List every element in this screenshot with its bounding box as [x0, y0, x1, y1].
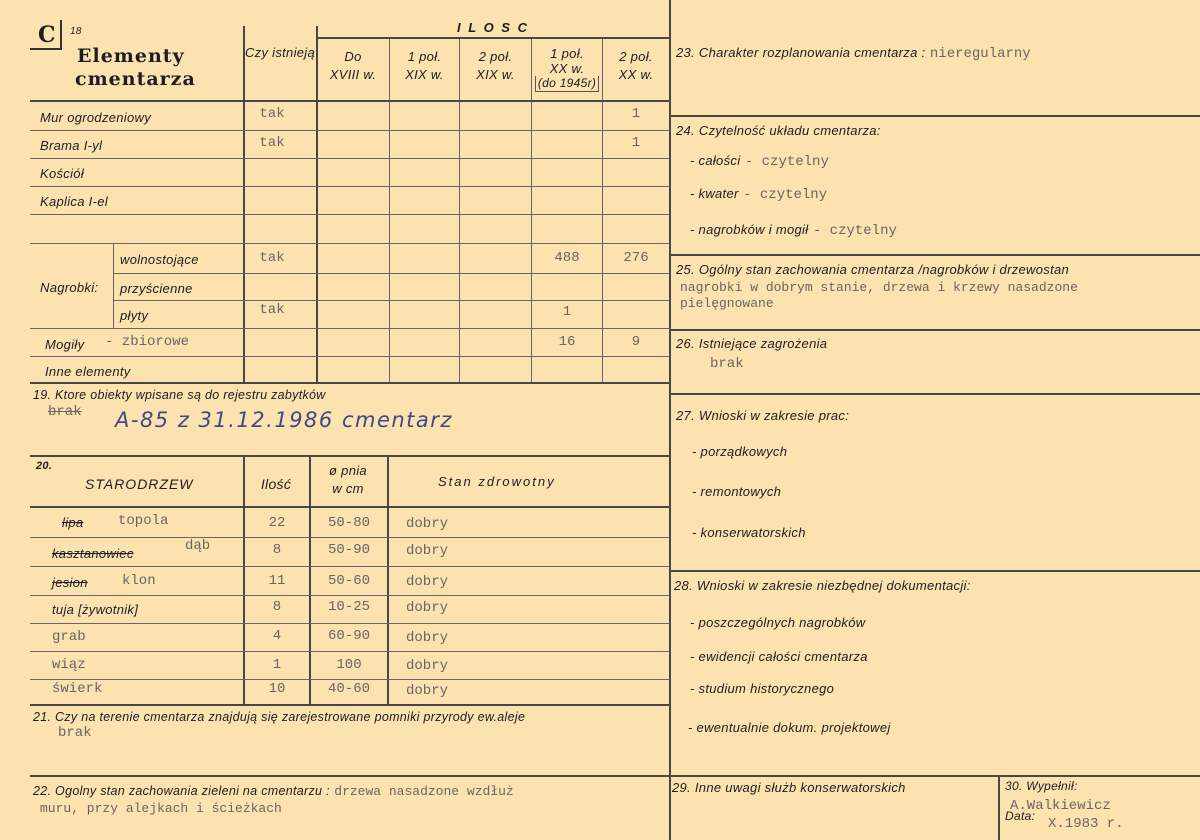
tree-count: 10 [268, 681, 286, 697]
row-line [30, 356, 670, 357]
row-label-mur: Mur ogrodzeniowy [40, 110, 152, 125]
tree-typed: dąb [185, 538, 211, 554]
tree-row [30, 571, 670, 597]
nagrobki-row-label: płyty [120, 308, 149, 323]
count-value: 1 [631, 135, 641, 151]
period-l2: XX w. [549, 61, 585, 76]
header-bottom-line [30, 100, 670, 102]
tree-row [30, 655, 670, 681]
s30-date: X.1983 r. [1048, 816, 1124, 832]
s19-label: 19. Ktore obiekty wpisane są do rejestru zabytków [33, 388, 326, 402]
period-l2: XIX w. [405, 67, 444, 82]
period-header-0 [317, 48, 389, 84]
s30-label: 30. Wypełnił: [1005, 779, 1078, 793]
inne-elementy-label: Inne elementy [45, 364, 131, 379]
card-letter-box [30, 20, 62, 50]
s25-label: 25. Ogólny stan zachowania cmentarza /nagrobków i drzewostan [676, 262, 1070, 277]
period-l2: XIX w. [476, 67, 515, 82]
tree-diam: 40-60 [327, 681, 370, 697]
s24-item-label: - całości [690, 153, 741, 168]
row-line [30, 214, 670, 215]
row-line [30, 158, 670, 159]
mogily-typed: - zbiorowe [105, 334, 190, 350]
period-l2: XX w. [618, 67, 654, 82]
period-l1: 2 poł. [478, 49, 513, 64]
s23 [676, 44, 1031, 62]
title-line-2: cmentarza [75, 68, 196, 90]
s28-item: - ewentualnie dokum. projektowej [688, 720, 891, 735]
tree-diam: 50-60 [327, 573, 370, 589]
row-line [30, 186, 670, 187]
s21-answer: brak [58, 725, 92, 741]
tree-count: 8 [272, 542, 282, 558]
count-value: 1 [631, 106, 641, 122]
s20-col-count: Ilość [260, 476, 292, 492]
s20-col-health: Stan zdrowotny [438, 474, 556, 489]
period-l3: (do 1945r) [535, 76, 599, 92]
tree-diam: 50-90 [327, 542, 370, 558]
s22-answer-2: muru, przy alejkach i ścieżkach [40, 801, 282, 816]
col-divider [602, 38, 603, 382]
tree-printed: lipa [62, 515, 84, 530]
tree-count: 8 [272, 599, 282, 615]
tree-health: dobry [406, 658, 449, 674]
mogily-label: Mogiły [45, 337, 85, 352]
s30-name: A.Walkiewicz [1010, 798, 1111, 814]
s24-item-label: - nagrobków i mogił [690, 222, 809, 237]
nagrobki-label: Nagrobki: [40, 280, 99, 295]
s20-col-species: STARODRZEW [85, 476, 194, 492]
period-l1: 1 poł. [550, 46, 584, 61]
period-l1: 2 poł. [619, 49, 653, 64]
tree-diam: 50-80 [327, 515, 370, 531]
tree-diam: 100 [336, 657, 362, 673]
col-divider [389, 38, 390, 382]
row-label-brama: Brama I-yl [40, 138, 103, 153]
tree-health: dobry [406, 630, 449, 646]
s24-item [690, 152, 829, 170]
count-value: 9 [631, 334, 641, 350]
count-value: 488 [554, 250, 580, 266]
period-header-1 [390, 48, 459, 84]
card-number: 18 [70, 26, 82, 37]
exists-value: tak [259, 106, 285, 122]
row-label-kaplica: Kaplica I-el [40, 194, 108, 209]
s26-answer: brak [710, 356, 744, 372]
s27-item: - konserwatorskich [692, 525, 806, 540]
s24-item-answer: - czytelny [743, 187, 828, 203]
tree-health: dobry [406, 516, 449, 532]
period-header-3 [532, 46, 602, 92]
s28-item: - ewidencji całości cmentarza [690, 649, 868, 664]
section-line [670, 570, 1200, 572]
tree-diam: 60-90 [327, 628, 370, 644]
tree-health: dobry [406, 683, 449, 699]
s20-col-diam [310, 462, 386, 498]
nagrobki-row-label: przyścienne [120, 281, 193, 296]
s22-label: 22. Ogolny stan zachowania zieleni na cmentarzu : [33, 784, 330, 798]
s27-item: - porządkowych [692, 444, 788, 459]
row-line [30, 243, 670, 244]
s27-label: 27. Wnioski w zakresie prac: [676, 408, 850, 423]
tree-typed: wiąz [52, 657, 86, 673]
row-line [113, 300, 670, 301]
tree-printed: kasztanowiec [52, 546, 134, 561]
s19-handwritten: A-85 z 31.12.1986 cmentarz [115, 408, 453, 432]
s22 [33, 782, 673, 800]
tree-diam: 10-25 [327, 599, 370, 615]
s25-answer-2: pielęgnowane [680, 296, 774, 311]
exists-value: tak [259, 302, 285, 318]
s21-label: 21. Czy na terenie cmentarza znajdują się zarejestrowane pomniki przyrody ew.aleje [33, 710, 526, 724]
row-line [30, 130, 670, 131]
s24-item-answer: - czytelny [744, 154, 829, 170]
tree-row [30, 627, 670, 653]
page-title [75, 45, 196, 91]
s28-label: 28. Wnioski w zakresie niezbędnej dokumentacji: [674, 578, 971, 593]
s30-date-label: Data: [1005, 809, 1036, 823]
s27-item: - remontowych [692, 484, 782, 499]
period-l1: 1 poł. [407, 49, 442, 64]
period-l2: XVIII w. [329, 67, 377, 82]
s24-item-label: - kwater [690, 186, 739, 201]
s23-answer: nieregularny [929, 46, 1031, 62]
col-divider [998, 775, 1000, 840]
period-l1: Do [344, 49, 362, 64]
tree-typed: topola [118, 513, 169, 529]
diam-l1: ø pnia [329, 463, 367, 478]
tree-typed: klon [122, 573, 156, 589]
section-line [670, 254, 1200, 256]
col-divider [459, 38, 460, 382]
tree-health: dobry [406, 543, 449, 559]
exists-value: tak [259, 135, 285, 151]
row-label-kosciol: Kościół [40, 166, 85, 181]
section-line [30, 775, 670, 777]
s24-item-answer: - czytelny [812, 223, 897, 239]
s23-label: 23. Charakter rozplanowania cmentarza : [676, 45, 926, 60]
tree-health: dobry [406, 600, 449, 616]
row-line [113, 273, 670, 274]
tree-count: 4 [272, 628, 282, 644]
title-line-1: Elementy [77, 45, 185, 67]
center-divider [669, 0, 671, 840]
tree-health: dobry [406, 574, 449, 590]
nagrobki-row-label: wolnostojące [120, 252, 199, 267]
tree-count: 11 [268, 573, 286, 589]
nagrobki-divider [113, 243, 114, 328]
s26-label: 26. Istniejące zagrożenia [676, 336, 828, 351]
tree-typed: grab [52, 629, 86, 645]
count-value: 276 [623, 250, 649, 266]
tree-printed: jesion [52, 575, 88, 590]
tree-row [30, 681, 670, 705]
count-value: 16 [558, 334, 576, 350]
section-line [670, 115, 1200, 117]
section-line [670, 329, 1200, 331]
tree-row [30, 538, 670, 567]
section-line [670, 775, 1200, 777]
card-letter: C [38, 22, 56, 48]
tree-typed: świerk [52, 681, 103, 697]
s28-item: - poszczególnych nagrobków [690, 615, 866, 630]
row-line [30, 506, 670, 508]
s22-answer-1: drzewa nasadzone wzdłuż [334, 784, 514, 799]
s29-label: 29. Inne uwagi służb konserwatorskich [672, 780, 906, 795]
section-line [670, 393, 1200, 395]
tree-row [30, 513, 670, 539]
count-value: 1 [562, 304, 572, 320]
diam-l2: w cm [332, 481, 364, 496]
s19-struck: brak [48, 404, 82, 420]
section-line [30, 455, 670, 457]
ilosc-header: I L O S C [457, 20, 529, 35]
tree-printed: tuja [żywotnik] [52, 602, 139, 617]
s24-item [690, 221, 897, 239]
tree-row [30, 599, 670, 625]
tree-count: 1 [272, 657, 282, 673]
s24-item [690, 185, 827, 203]
ilosc-line [316, 37, 669, 39]
s28-item: - studium historycznego [690, 681, 835, 696]
s25-answer-1: nagrobki w dobrym stanie, drzewa i krzewy nasadzone [680, 280, 1078, 295]
section-line [30, 382, 670, 384]
exists-value: tak [259, 250, 285, 266]
col-exists-header: Czy istnieją [244, 45, 316, 60]
s20-num: 20. [36, 460, 53, 472]
row-line [30, 328, 670, 329]
period-header-2 [460, 48, 531, 84]
tree-count: 22 [268, 515, 286, 531]
period-header-4 [603, 48, 669, 84]
s24-label: 24. Czytelność układu cmentarza: [676, 123, 881, 138]
